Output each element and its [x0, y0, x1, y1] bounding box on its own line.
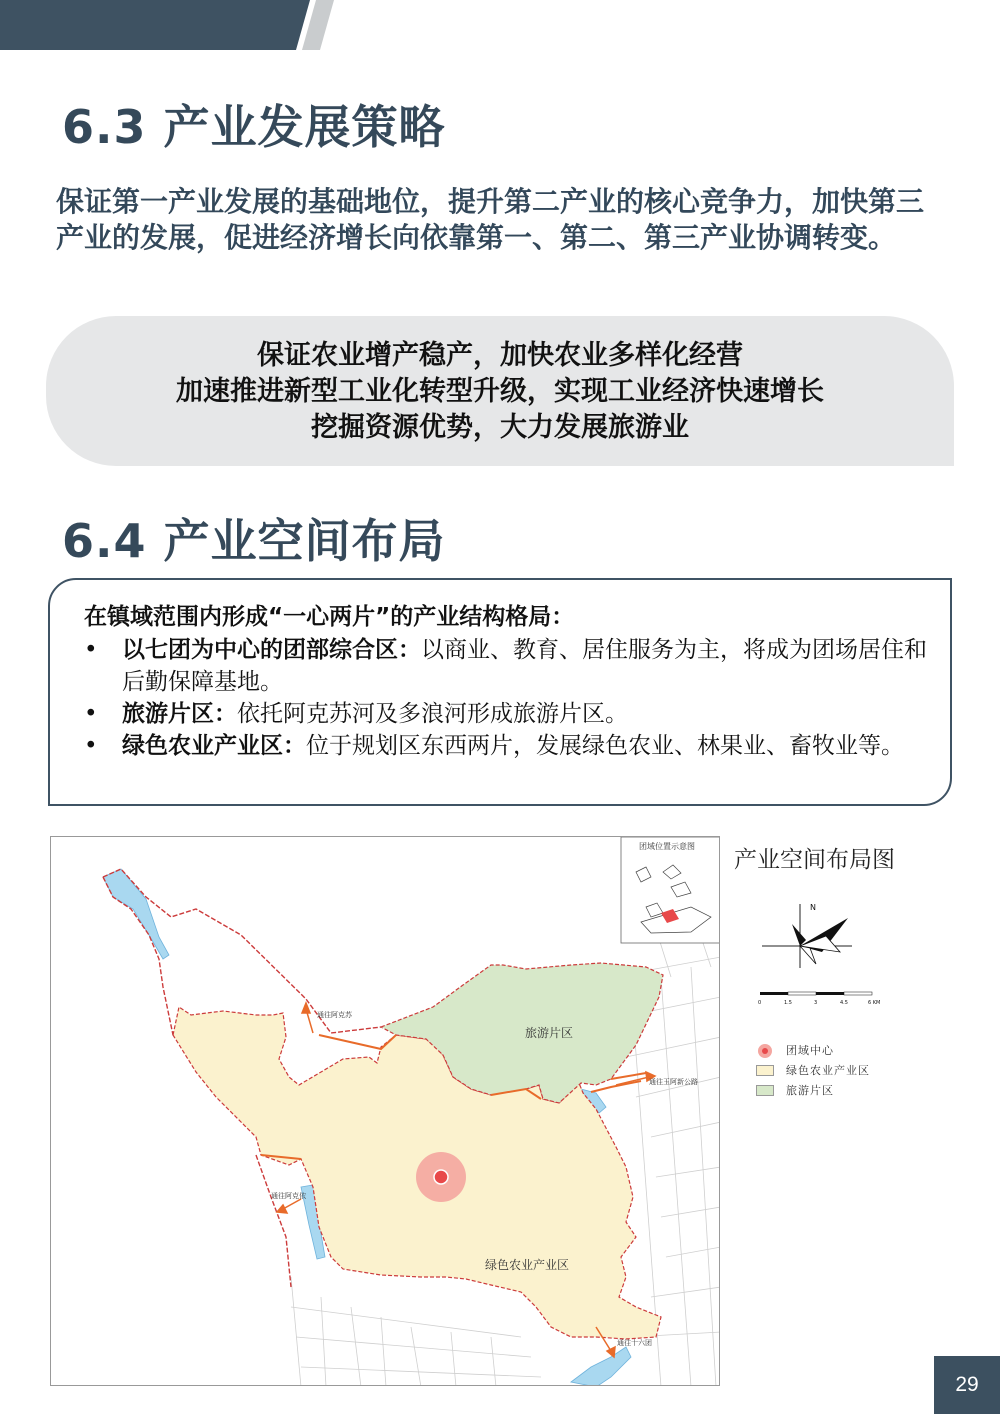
layout-intro: 在镇域范围内形成“一心两片”的产业结构格局： [84, 604, 575, 630]
district-boundary [256, 1155, 291, 1287]
location-inset [621, 837, 720, 943]
list-item [84, 634, 934, 698]
legend-label: 团域中心 [786, 1044, 834, 1057]
item-separator: ： [214, 701, 237, 727]
map-title: 产业空间布局图 [734, 847, 895, 873]
item-text: 位于规划区东西两片，发展绿色农业、林果业、畜牧业等。 [306, 733, 904, 759]
section-heading-6-4: 6.4 产业空间布局 [62, 514, 446, 568]
section-heading-6-3: 6.3 产业发展策略 [62, 100, 446, 154]
label-to-16: 通往十六团 [617, 1339, 652, 1347]
spatial-layout-box [48, 578, 952, 806]
item-separator: ： [283, 733, 306, 759]
strategy-line: 挖掘资源优势，大力发展旅游业 [311, 412, 689, 443]
strategy-line: 加速推进新型工业化转型升级，实现工业经济快速增长 [176, 376, 824, 407]
agriculture-swatch [756, 1065, 774, 1076]
bullet-icon: • [84, 733, 98, 759]
item-text: 以商业、教育、居住服务为主，将成为团场居住和后勤保障基地。 [122, 637, 927, 695]
label-to-yuerxin: 通往玉阿新公路 [649, 1078, 698, 1086]
legend-label: 旅游片区 [786, 1084, 834, 1097]
label-agriculture: 绿色农业产业区 [485, 1258, 570, 1272]
section-lead-text: 保证第一产业发展的基础地位，提升第二产业的核心竞争力，加快第三产业的发展，促进经济增长向依靠第一、第二、第三产业协调转变。 [56, 185, 925, 254]
label-tourism: 旅游片区 [525, 1026, 574, 1040]
scale-tick: 3 [814, 1000, 818, 1006]
header-bar [0, 0, 1000, 50]
compass-rose-icon [740, 890, 900, 1010]
item-title: 绿色农业产业区 [122, 733, 283, 759]
label-to-akeyi: 通往阿克依 [271, 1192, 306, 1200]
item-title: 以七团为中心的团部综合区 [122, 637, 398, 663]
scale-tick: 4.5 [840, 1000, 848, 1006]
item-separator: ： [398, 637, 421, 663]
scale-tick: 6 KM [868, 1000, 881, 1006]
town-center-icon [434, 1170, 448, 1184]
strategy-box [46, 316, 954, 466]
legend-label: 绿色农业产业区 [786, 1064, 870, 1077]
item-title: 旅游片区 [122, 701, 214, 727]
map-canvas [51, 837, 720, 1386]
inset-title: 团域位置示意图 [639, 842, 695, 851]
tourism-swatch [756, 1085, 774, 1096]
scale-tick: 0 [758, 1000, 762, 1006]
bullet-icon: • [84, 637, 98, 663]
page-number: 29 [934, 1356, 1000, 1414]
list-item [84, 730, 934, 762]
district-boundary [103, 869, 381, 1033]
strategy-line: 保证农业增产稳产，加快农业多样化经营 [257, 340, 743, 371]
center-dot-icon [757, 1043, 773, 1059]
layout-list [84, 634, 934, 762]
industry-layout-map [50, 836, 720, 1386]
label-to-akesu: 通往阿克苏 [317, 1011, 352, 1019]
item-text: 依托阿克苏河及多浪河形成旅游片区。 [237, 701, 628, 727]
list-item [84, 698, 934, 730]
scale-tick: 1.5 [784, 1000, 792, 1006]
bullet-icon: • [84, 701, 98, 727]
scale-bar [758, 992, 880, 1006]
compass-north-label: N [810, 903, 816, 912]
